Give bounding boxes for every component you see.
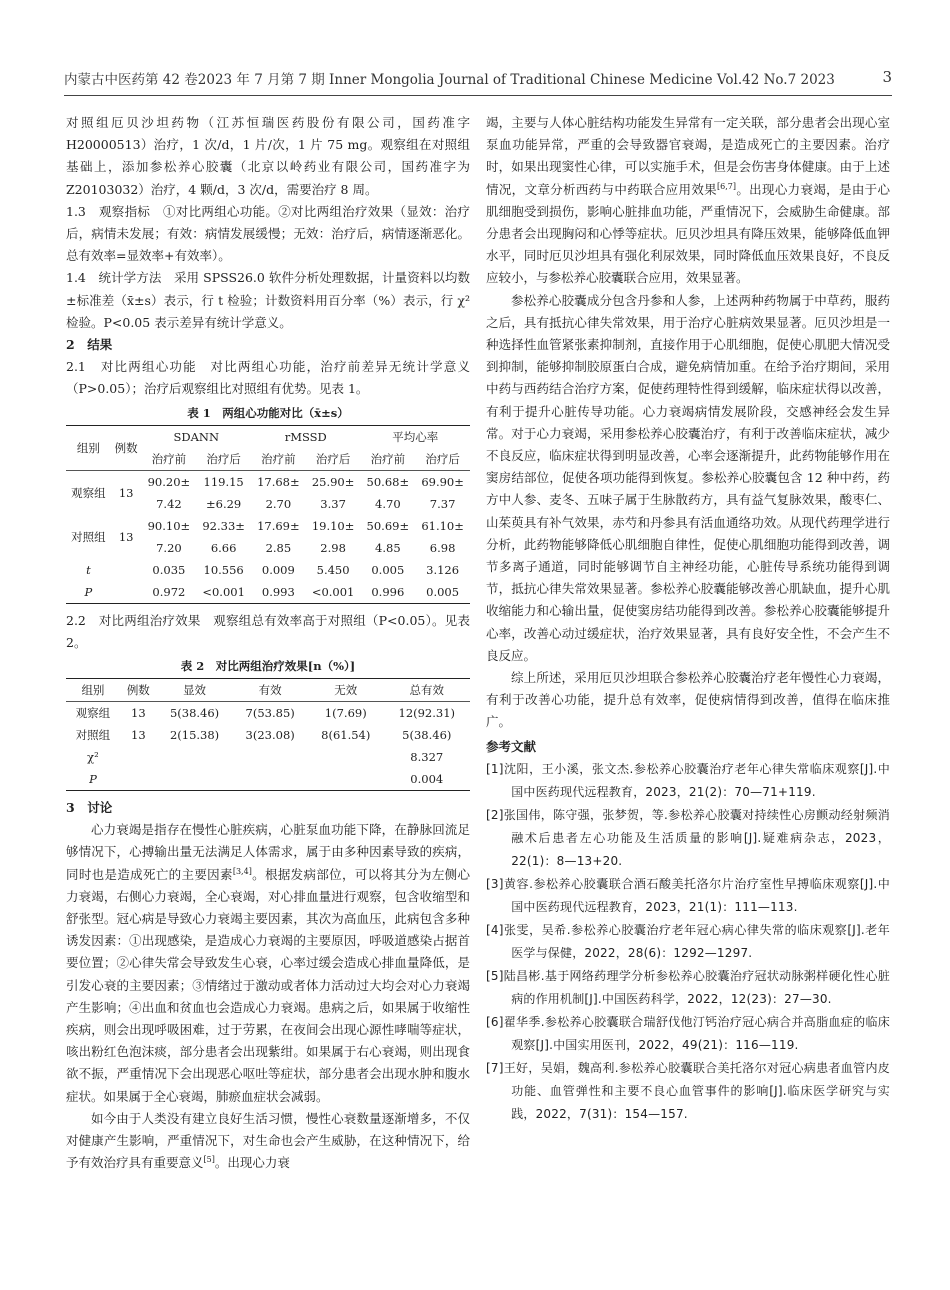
cell: 1(7.69) [324,706,367,721]
cell [120,768,157,791]
citation: [3,4] [232,866,252,876]
table-row [66,470,470,493]
cell [232,746,308,768]
left-column [66,112,470,1175]
discussion-paragraph-4: 参松养心胶囊成分包含丹参和人参，上述两种药物属于中草药，服药之后，具有抵抗心律失常效果，用于治疗心脏病效果显著。厄贝沙坦是一种选择性血管紧张素抑制剂，直接作用于心肌细胞，促使心肌肥大情况受到抑制，能够抑制胶原蛋白合成，避免病情加重。在给予治疗期间，采用中药与西药结合治疗方案，促使药理特性得到缓解，临床症状得以改善，有利于提升心脏传导功能。心力衰竭病情发展阶段，交感神经会发生异常。对于心力衰竭，采用参松养心胶囊治疗，有利于改善临床症状，减少不良反应，临床症状得到明显改善，心率会逐渐提升，此药物能够作用在窦房结部位，促使各项功能得到恢复。参松养心胶囊包含 12 种中药，药方中人参、麦冬、五味子属于生脉散药方，具有益气复脉效果，酸枣仁、山茱萸具有补气效果，赤芍和丹参具有活血通络功效。从现代药理学进行分析，此药物能够降低心肌细胞自律性，促使心肌细胞功能得到改善，调节多离子通道，同时能够调节自主神经功能，心脏传导系统功能得到调节，抵抗心律失常效果显著。参松养心胶囊能够改善心肌缺血，提升心肌收缩能力和心输出量，促使窦房结功能得到改善。参松养心胶囊能够提升心率，改善心动过缓症状，治疗效果显著，具有良好安全性，不会产生不良反应。 [486,292,890,663]
cell: 90.20± [147,474,191,489]
cell: ±6.29 [206,496,242,511]
t1-h-sdann: SDANN [173,429,220,444]
cell [111,559,142,581]
section-2-2: 2.2 对比两组治疗效果 观察组总有效率高于对照组（P<0.05）。见表 2。 [66,612,470,650]
t1-h-group: 组别 [66,425,111,470]
cell: 50.69± [366,518,410,533]
cell [157,746,233,768]
t2-chi-val: 8.327 [410,750,444,765]
conclusion-paragraph: 综上所述，采用厄贝沙坦联合参松养心胶囊治疗老年慢性心力衰竭，有利于改善心功能，提升总有效率，促使病情得到改善，值得在临床推广。 [486,670,890,730]
table-row [66,559,470,581]
right-column [486,112,890,1126]
cell: 19.10± [311,518,355,533]
cell: 17.68± [257,474,300,489]
header-rule [64,95,892,96]
cell: 13 [131,706,146,721]
cell: 61.10± [421,518,464,533]
t1-obs-name: 观察组 [71,485,106,500]
cell: 0.005 [371,562,405,577]
table-row [66,724,470,746]
page-number: 3 [882,68,892,86]
t2-p-label: P [89,772,97,787]
cell: 7.20 [156,540,182,555]
t1-h-after: 治疗后 [425,451,460,466]
cell: 10.556 [203,562,244,577]
heading-discussion: 3 讨论 [66,800,113,816]
t1-ctl-name: 对照组 [71,529,106,544]
discussion-paragraph-1 [66,819,470,1108]
reference-item: [6]翟华季.参松养心胶囊联合瑞舒伐他汀钙治疗冠心病合并高脂血症的临床观察[J].中国实用医刊，2022，49(21)：116—119. [486,1014,890,1052]
t1-ctl-n: 13 [118,529,134,544]
cell: 5(38.46) [169,706,220,721]
cell: 5.450 [316,562,350,577]
cell: 90.10± [147,518,191,533]
cell [308,746,384,768]
cell: 0.996 [371,584,405,599]
cell [157,768,233,791]
cell: 4.85 [375,540,401,555]
t1-h-after: 治疗后 [315,451,351,466]
cell: 3.37 [320,496,346,511]
journal-info: 内蒙古中医药第 42 卷2023 年 7 月第 7 期 Inner Mongolia Journal of Traditional Chinese Medicine Vol.42 No.7 2023 [64,72,835,88]
cell: 2.98 [320,540,346,555]
cell: 2.70 [265,496,292,511]
t1-h-rmssd: rMSSD [284,429,327,444]
cell: 4.70 [375,496,401,511]
t1-h-before: 治疗前 [370,451,406,466]
text: 。根据发病部位，可以将其分为左侧心力衰竭，右侧心力衰竭，全心衰竭，对心排血量进行观察，包含收缩型和舒张型。冠心病是导致心力衰竭主要因素，其次为高血压，此病包含多种诱发因素：①出现感染，是造成心力衰竭的主要原因，呼吸道感染占据首要位置；②心律失常会导致发生心衰，心率过缓会造成心排血量降低，是引发心衰的主要因素；③情绪过于激动或者体力活动过大均会对心力衰竭产生影响；④出血和贫血也会造成心力衰竭。患病之后，如果属于收缩性疾病，则会出现呼吸困难，过于劳累，在夜间会出现心源性哮喘等症状，咳出粉红色泡沫痰，部分患者会出现紫绀。如果属于右心衰竭，则出现食欲不振，严重情况下会出现恶心呕吐等症状，部分患者会出现水肿和腹水症状。如果属于全心衰竭，肺瘀血症状会减弱。 [66,866,470,1104]
text: 。出现心力衰 [214,1155,290,1171]
text: 如今由于人类没有建立良好生活习惯，慢性心衰数量逐渐增多，不仅对健康产生影响，严重情况下，对生命也会产生威胁，在这种情况下，给予有效治疗具有重要意义 [66,1110,470,1171]
table-row [66,515,470,537]
table-row [66,581,470,604]
cell: 0.993 [261,584,295,599]
cell: 92.33± [202,518,245,533]
text: 竭，主要与人体心脏结构功能发生异常有一定关联，部分患者会出现心室泵血功能异常，严重的会导致器官衰竭，是造成死亡的主要因素。治疗时，如果出现窦性心律，可以实施手术，但是会伤害身体健康。由于上述情况，文章分析西药与中药联合应用效果 [486,115,890,197]
t1-h-before: 治疗前 [261,451,296,466]
cell: 观察组 [75,706,111,721]
t2-header: 总有效 [409,683,445,698]
cell: 6.98 [429,540,456,555]
section-2-1: 2.1 对比两组心功能 对比两组心功能，治疗前差异无统计学意义（P>0.05）；治疗后观察组比对照组有优势。见表 1。 [66,359,470,397]
cell: 17.69± [257,518,300,533]
cell: 5(38.46) [402,728,452,743]
cell: 12(92.31) [398,706,456,721]
citation: [5] [203,1155,215,1165]
discussion-paragraph-3 [486,112,890,290]
cell: 8(61.54) [321,728,371,743]
cell: 7(53.85) [245,706,295,721]
section-1-4: 1.4 统计学方法 采用 SPSS26.0 软件分析处理数据，计量资料以均数±标准差（x̄±s）表示，行 t 检验；计数资料用百分率（%）表示，行 χ² 检验。P<0.05 表示差异有统计学意义。 [66,270,470,330]
t2-header: 例数 [126,683,150,698]
discussion-paragraph-2 [66,1108,470,1175]
cell: 50.68± [366,474,410,489]
t1-obs-n: 13 [118,485,134,500]
t1-p-label: P [84,584,93,599]
cell [308,768,384,791]
text: 心力衰竭是指存在慢性心脏疾病，心脏泵血功能下降，在静脉回流足够情况下，心搏输出量无法满足人体需求，属于由多种因素导致的疾病，同时也是造成死亡的主要因素 [66,822,470,882]
cell: 7.37 [429,496,456,511]
table-2 [66,678,470,791]
cell: 对照组 [75,728,111,743]
reference-item: [7]王好，吴娟，魏高利.参松养心胶囊联合美托洛尔对冠心病患者血管内皮功能、血管弹性和主要不良心血管事件的影响[J].临床医学研究与实践，2022，7(31)：154—157. [486,1060,890,1121]
table-row [66,746,470,768]
cell: 6.66 [210,540,237,555]
running-header [64,68,892,96]
table-1 [66,425,470,604]
reference-item: [5]陆昌彬.基于网络药理学分析参松养心胶囊治疗冠状动脉粥样硬化性心脏病的作用机制[J].中国医药科学，2022，12(23)：27—30. [486,968,890,1006]
table2-caption: 表 2 对比两组治疗效果[n（%）] [180,659,356,674]
cell: <0.001 [202,584,245,599]
cell: 13 [131,728,146,743]
cell: 2(15.38) [169,728,220,743]
cell: <0.001 [311,584,355,599]
text: 。出现心力衰竭，是由于心肌细胞受到损伤，影响心脏排血功能，严重情况下，会威胁生命健康。部分患者会出现胸闷和心悸等症状。厄贝沙坦具有降压效果，能够降低血钾水平，同时厄贝沙坦具有强化利尿效果，同时降低血压效果良好，不良反应较小，与参松养心胶囊联合应用，效果显著。 [486,181,890,286]
t2-header: 有效 [258,683,282,698]
section-1-3: 1.3 观察指标 ①对比两组心功能。②对比两组治疗效果（显效：治疗后，病情未发展；有效：病情发展缓慢；无效：治疗后，病情逐渐恶化。总有效率=显效率+有效率）。 [66,203,470,264]
table-row [66,702,470,725]
reference-item: [1]沈阳，王小溪，张文杰.参松养心胶囊治疗老年心律失常临床观察[J].中国中医药现代远程教育，2023，21(2)：70—71+119. [486,761,890,799]
t2-header: 无效 [334,683,358,698]
cell: 25.90± [311,474,355,489]
t1-t-label: t [86,562,91,577]
cell: 0.972 [152,584,186,599]
table1-caption: 表 1 两组心功能对比（x̄±s） [187,405,349,420]
heading-results: 2 结果 [66,337,113,353]
t1-h-n: 例数 [111,425,142,470]
reference-item: [2]张国伟，陈守强，张梦贺，等.参松养心胶囊对持续性心房颤动经射频消融术后患者左心功能及生活质量的影响[J].疑难病杂志，2023，22(1)：8—13+20. [486,807,890,868]
t2-header: 组别 [81,683,105,698]
citation: [6,7] [717,181,736,191]
t1-h-after: 治疗后 [206,451,241,466]
t2-chi-label: χ² [87,750,99,765]
t1-h-hr: 平均心率 [392,429,439,444]
reference-item: [3]黄容.参松养心胶囊联合酒石酸美托洛尔片治疗室性早搏临床观察[J].中国中医药现代远程教育，2023，21(1)：111—113. [486,876,890,914]
cell: 0.005 [426,584,460,599]
t1-h-before: 治疗前 [151,451,187,466]
cell: 3(23.08) [245,728,295,743]
cell [232,768,308,791]
t2-header: 显效 [183,683,207,698]
references-heading: 参考文献 [486,738,537,754]
cell: 69.90± [421,474,464,489]
cell [111,581,142,604]
cell: 7.42 [156,496,182,511]
t2-p-val: 0.004 [410,772,444,787]
cell: 0.035 [152,562,186,577]
cell: 0.009 [261,562,295,577]
method-paragraph: 对照组厄贝沙坦药物（江苏恒瑞医药股份有限公司，国药准字H20000513）治疗，1 次/d，1 片/次，1 片 75 mg。观察组在对照组基础上，添加参松养心胶囊（北京以岭药业有限公司，国药准字为 Z20103032）治疗，4 颗/d，3 次/d，需要治疗 8 周。 [66,115,470,197]
cell: 119.15 [203,474,244,489]
reference-item: [4]张雯，吴希.参松养心胶囊治疗老年冠心病心律失常的临床观察[J].老年医学与保健，2022，28(6)：1292—1297. [486,922,890,960]
cell: 2.85 [265,540,292,555]
cell [120,746,157,768]
cell: 3.126 [426,562,460,577]
table-row [66,768,470,791]
